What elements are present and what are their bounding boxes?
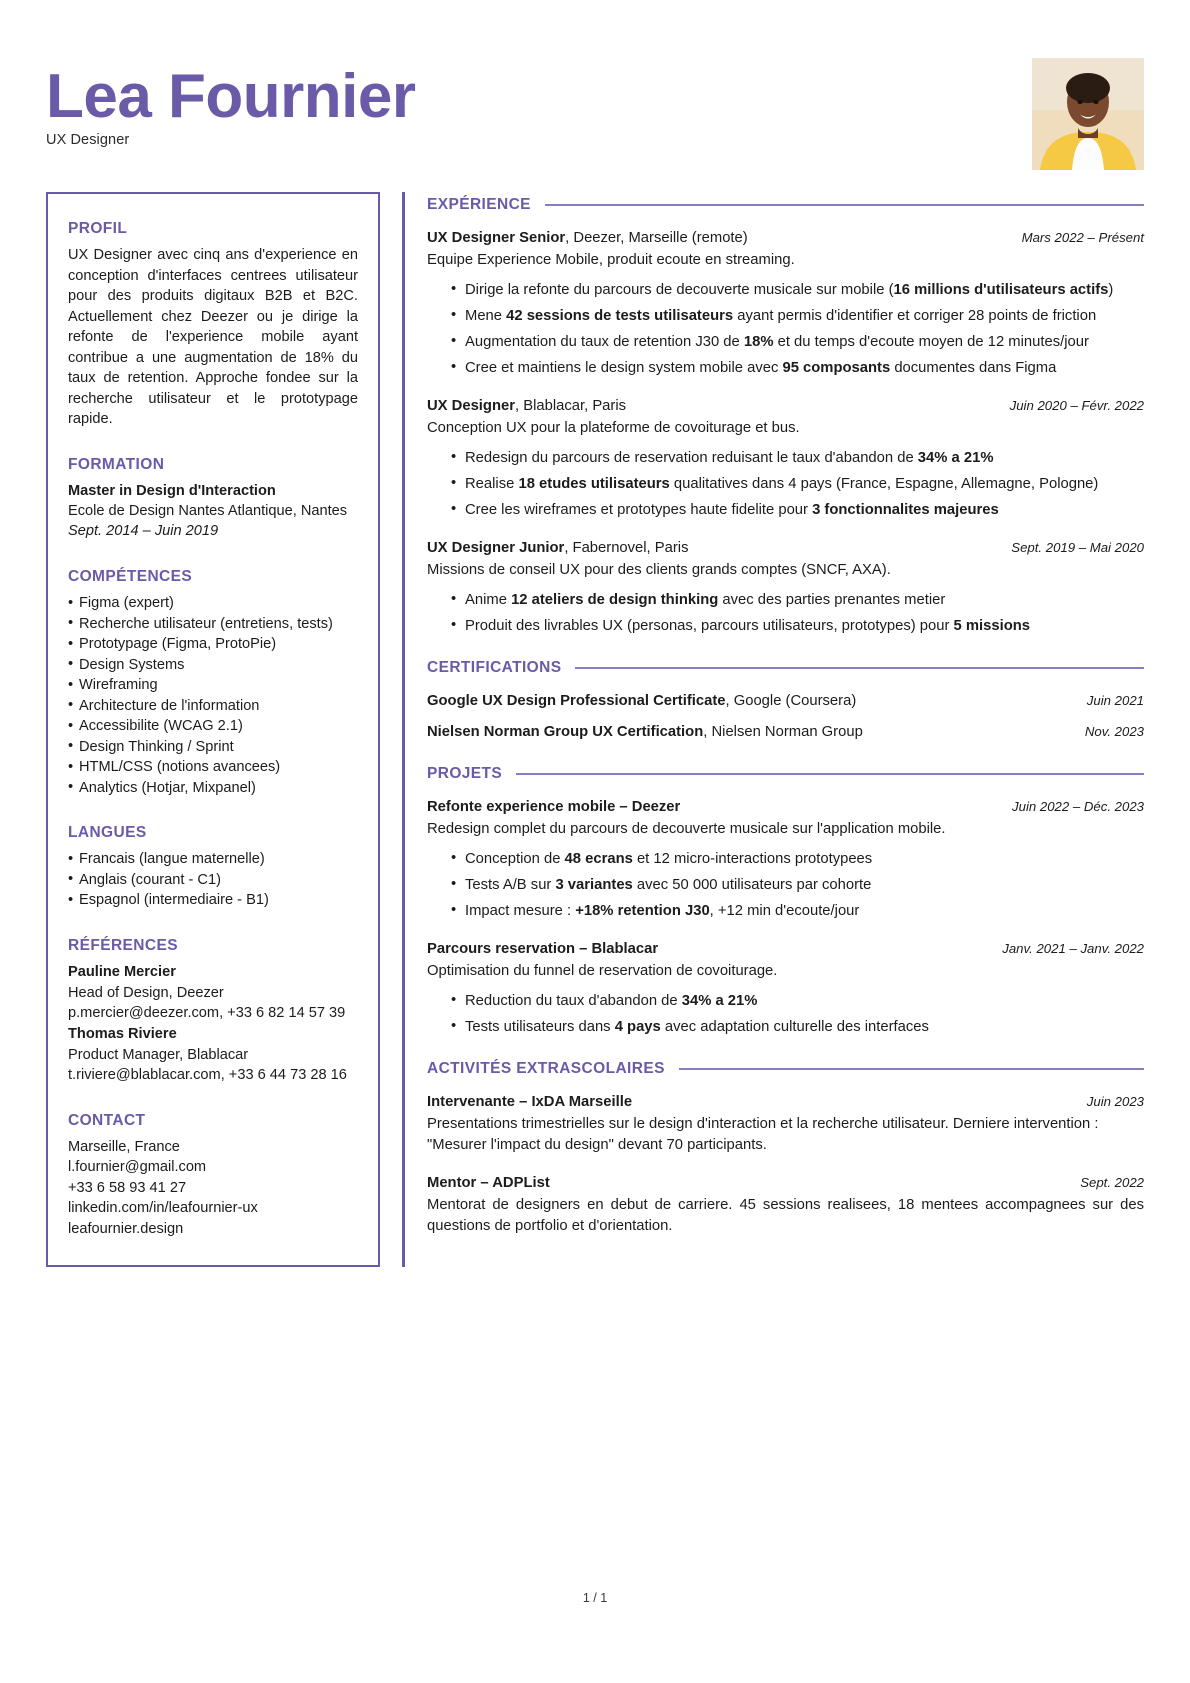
entry-subtitle: Redesign complet du parcours de decouverte musicale sur l'application mobile. bbox=[427, 821, 946, 837]
sidebar-heading-references: RÉFÉRENCES bbox=[68, 936, 178, 954]
contact-email[interactable]: l.fournier@gmail.com bbox=[68, 1159, 207, 1175]
entry-bullets bbox=[427, 990, 1144, 1038]
section-activites bbox=[427, 1060, 1144, 1237]
bullet-pre: Cree les wireframes et prototypes haute fidelite pour bbox=[465, 502, 813, 518]
list-item: • Recherche utilisateur (entretiens, tests) bbox=[68, 614, 358, 635]
list-item: • Francais (langue maternelle) bbox=[68, 849, 358, 870]
list-item: • Prototypage (Figma, ProtoPie) bbox=[68, 634, 358, 655]
entry-bullets bbox=[427, 279, 1144, 379]
section-title: ACTIVITÉS EXTRASCOLAIRES bbox=[427, 1060, 665, 1077]
entry-header bbox=[427, 228, 1144, 249]
resume-body bbox=[46, 192, 1144, 1267]
list-item: • Analytics (Hotjar, Mixpanel) bbox=[68, 778, 358, 799]
languages-list bbox=[68, 849, 358, 911]
section-header-activites bbox=[427, 1060, 1144, 1078]
bullet-pre: Dirige la refonte du parcours de decouverte musicale sur mobile ( bbox=[465, 282, 894, 298]
entry-date: Juin 2022 – Déc. 2023 bbox=[1012, 799, 1144, 814]
profil-text: UX Designer avec cinq ans d'experience en conception d'interfaces centrees utilisateur pour des produits digitaux B2B et B2C. Actuellement chez Deezer ou je dirige la refonte de l'experience mobile ayant contribue a une augmentation de 18% du taux de retention. Approche fondee sur la recherche utilisateur et le prototypage rapide. bbox=[68, 247, 358, 427]
experience-entry bbox=[427, 228, 1144, 379]
entry-bullets bbox=[427, 589, 1144, 637]
portrait-photo-icon bbox=[1032, 58, 1144, 170]
contact-phone: +33 6 58 93 41 27 bbox=[68, 1179, 187, 1196]
bullet-highlight: 18 etudes utilisateurs bbox=[518, 476, 670, 492]
bullet-highlight: 34% a 21% bbox=[681, 993, 758, 1009]
sidebar-section-competences bbox=[68, 568, 358, 798]
page-indicator: 1 / 1 bbox=[582, 1591, 608, 1605]
sidebar-heading-competences: COMPÉTENCES bbox=[68, 568, 193, 585]
section-experience bbox=[427, 196, 1144, 637]
bullet-post: ayant permis d'identifier et corriger 28 points de friction bbox=[733, 308, 1097, 324]
bullet-highlight: 12 ateliers de design thinking bbox=[511, 592, 719, 608]
list-item: • Accessibilite (WCAG 2.1) bbox=[68, 716, 358, 737]
entry-subtitle: Optimisation du funnel de reservation de covoiturage. bbox=[427, 963, 778, 979]
entry-role: UX Designer Senior bbox=[427, 230, 566, 246]
list-item: • Anglais (courant - C1) bbox=[68, 870, 358, 891]
section-title: EXPÉRIENCE bbox=[427, 196, 531, 213]
entry-date: Sept. 2019 – Mai 2020 bbox=[1011, 540, 1144, 555]
entry-title bbox=[427, 1092, 632, 1113]
bullet-post: avec adaptation culturelle des interfaces bbox=[660, 1019, 929, 1035]
contact-website[interactable]: leafournier.design bbox=[68, 1220, 184, 1237]
certification-row bbox=[427, 691, 1144, 712]
project-entry bbox=[427, 797, 1144, 922]
sidebar-heading-formation: FORMATION bbox=[68, 455, 165, 473]
bullet-highlight: 3 fonctionnalites majeures bbox=[812, 502, 999, 518]
entry-header bbox=[427, 797, 1144, 818]
entry-date: Mars 2022 – Présent bbox=[1021, 230, 1144, 245]
sidebar-heading-langues: LANGUES bbox=[68, 824, 147, 841]
bullet-pre: Tests A/B sur bbox=[465, 877, 556, 893]
main-content bbox=[402, 192, 1144, 1267]
section-header-projets bbox=[427, 765, 1144, 783]
list-item: • Design Thinking / Sprint bbox=[68, 737, 358, 758]
contact-location: Marseille, France bbox=[68, 1138, 180, 1155]
bullet-pre: Impact mesure : bbox=[465, 903, 576, 919]
bullet-post: , +12 min d'ecoute/jour bbox=[709, 903, 860, 919]
entry-title bbox=[427, 1173, 550, 1194]
page-title: Lea Fournier bbox=[46, 62, 416, 131]
bullet-highlight: 34% a 21% bbox=[917, 450, 994, 466]
entry-title bbox=[427, 396, 626, 417]
reference-name: Pauline Mercier bbox=[68, 963, 176, 980]
bullet-highlight: 3 variantes bbox=[555, 877, 633, 893]
section-header-experience bbox=[427, 196, 1144, 214]
bullet-pre: Realise bbox=[465, 476, 519, 492]
bullet-highlight: 5 missions bbox=[953, 618, 1031, 634]
skills-list bbox=[68, 593, 358, 798]
sidebar-section-langues bbox=[68, 824, 358, 911]
entry-bullets bbox=[427, 447, 1144, 521]
entry-company: , Deezer, Marseille (remote) bbox=[565, 230, 748, 246]
bullet-post: et 12 micro-interactions prototypees bbox=[632, 851, 873, 867]
certification-name: Google UX Design Professional Certificate bbox=[427, 693, 726, 709]
education-date: Sept. 2014 – Juin 2019 bbox=[68, 523, 219, 539]
project-name: Parcours reservation – Blablacar bbox=[427, 941, 659, 957]
bullet-highlight: 95 composants bbox=[782, 360, 891, 376]
entry-title bbox=[427, 538, 689, 559]
list-item bbox=[451, 305, 1144, 327]
section-title: PROJETS bbox=[427, 765, 503, 782]
bullet-post: et du temps d'ecoute moyen de 12 minutes/jour bbox=[773, 334, 1089, 350]
bullet-highlight: 48 ecrans bbox=[564, 851, 633, 867]
section-header-certifications bbox=[427, 659, 1144, 677]
sidebar-section-contact bbox=[68, 1112, 358, 1240]
list-item bbox=[451, 900, 1144, 922]
entry-date: Juin 2020 – Févr. 2022 bbox=[1009, 398, 1144, 413]
list-item: • Design Systems bbox=[68, 655, 358, 676]
experience-entry bbox=[427, 538, 1144, 637]
bullet-pre: Tests utilisateurs dans bbox=[465, 1019, 615, 1035]
sidebar-section-profil bbox=[68, 220, 358, 430]
bullet-highlight: 4 pays bbox=[614, 1019, 661, 1035]
list-item bbox=[451, 279, 1144, 301]
list-item bbox=[451, 331, 1144, 353]
sidebar-heading-contact: CONTACT bbox=[68, 1111, 146, 1129]
bullet-post: qualitatives dans 4 pays (France, Espagne, Allemagne, Pologne) bbox=[669, 476, 1099, 492]
entry-header bbox=[427, 1092, 1144, 1113]
sidebar bbox=[46, 192, 380, 1267]
entry-title bbox=[427, 228, 748, 249]
section-title: CERTIFICATIONS bbox=[427, 659, 562, 676]
certification-name: Nielsen Norman Group UX Certification bbox=[427, 724, 704, 740]
list-item: • HTML/CSS (notions avancees) bbox=[68, 757, 358, 778]
sidebar-section-formation bbox=[68, 456, 358, 543]
project-name: Refonte experience mobile – Deezer bbox=[427, 799, 681, 815]
reference-contact: t.riviere@blablacar.com, +33 6 44 73 28 16 bbox=[68, 1067, 347, 1083]
education-school: Ecole de Design Nantes Atlantique, Nantes bbox=[68, 502, 348, 519]
section-projets bbox=[427, 765, 1144, 1038]
section-divider bbox=[545, 204, 1144, 206]
activity-entry bbox=[427, 1092, 1144, 1156]
experience-entry bbox=[427, 396, 1144, 521]
project-entry bbox=[427, 939, 1144, 1038]
activity-name: Intervenante – IxDA Marseille bbox=[427, 1094, 633, 1110]
bullet-pre: Reduction du taux d'abandon de bbox=[465, 993, 682, 1009]
entry-subtitle: Presentations trimestrielles sur le design d'interaction et la recherche utilisateur. Derniere intervention : "Mesurer l'impact du design" devant 70 participants. bbox=[427, 1116, 1099, 1153]
list-item bbox=[451, 499, 1144, 521]
entry-header bbox=[427, 939, 1144, 960]
list-item bbox=[451, 1016, 1144, 1038]
job-title: UX Designer bbox=[46, 132, 130, 148]
certification-issuer: , Google (Coursera) bbox=[725, 693, 857, 709]
list-item: • Figma (expert) bbox=[68, 593, 358, 614]
section-certifications bbox=[427, 659, 1144, 743]
bullet-pre: Augmentation du taux de retention J30 de bbox=[465, 334, 744, 350]
sidebar-section-references bbox=[68, 937, 358, 1086]
sidebar-heading-profil: PROFIL bbox=[68, 220, 128, 237]
bullet-pre: Redesign du parcours de reservation reduisant le taux d'abandon de bbox=[465, 450, 918, 466]
section-divider bbox=[575, 667, 1144, 669]
reference-item bbox=[68, 962, 358, 1024]
entry-company: , Blablacar, Paris bbox=[515, 398, 627, 414]
entry-role: UX Designer Junior bbox=[427, 540, 565, 556]
list-item: • Espagnol (intermediaire - B1) bbox=[68, 890, 358, 911]
entry-date: Juin 2023 bbox=[1086, 1094, 1144, 1109]
bullet-pre: Cree et maintiens le design system mobile avec bbox=[465, 360, 783, 376]
entry-company: , Fabernovel, Paris bbox=[564, 540, 689, 556]
contact-linkedin[interactable]: linkedin.com/in/leafournier-ux bbox=[68, 1200, 258, 1216]
entry-subtitle: Mentorat de designers en debut de carriere. 45 sessions realisees, 18 mentees accompagnees sur des questions de portfolio et d'orientation. bbox=[427, 1197, 1144, 1234]
certification-row bbox=[427, 722, 1144, 743]
entry-subtitle: Conception UX pour la plateforme de covoiturage et bus. bbox=[427, 420, 800, 436]
bullet-highlight: 18% bbox=[743, 334, 774, 350]
certification-text bbox=[427, 691, 856, 712]
activity-name: Mentor – ADPList bbox=[427, 1175, 550, 1191]
list-item bbox=[451, 357, 1144, 379]
section-divider bbox=[516, 773, 1144, 775]
bullet-highlight: 16 millions d'utilisateurs actifs bbox=[893, 282, 1109, 298]
entry-header bbox=[427, 1173, 1144, 1194]
bullet-post: avec 50 000 utilisateurs par cohorte bbox=[632, 877, 872, 893]
avatar bbox=[1032, 58, 1144, 170]
reference-item bbox=[68, 1024, 358, 1086]
reference-contact: p.mercier@deezer.com, +33 6 82 14 57 39 bbox=[68, 1005, 346, 1021]
reference-role: Product Manager, Blablacar bbox=[68, 1046, 249, 1063]
section-divider bbox=[679, 1068, 1144, 1070]
header-identity bbox=[46, 48, 416, 148]
entry-date: Sept. 2022 bbox=[1080, 1175, 1144, 1190]
list-item bbox=[451, 447, 1144, 469]
activity-entry bbox=[427, 1173, 1144, 1237]
list-item bbox=[451, 990, 1144, 1012]
bullet-pre: Anime bbox=[465, 592, 512, 608]
list-item: • Architecture de l'information bbox=[68, 696, 358, 717]
list-item bbox=[451, 874, 1144, 896]
list-item: • Wireframing bbox=[68, 675, 358, 696]
certification-date: Nov. 2023 bbox=[1084, 724, 1144, 739]
reference-role: Head of Design, Deezer bbox=[68, 984, 224, 1001]
bullet-post: avec des parties prenantes metier bbox=[718, 592, 946, 608]
page-footer bbox=[0, 1591, 1190, 1605]
entry-bullets bbox=[427, 848, 1144, 922]
entry-role: UX Designer bbox=[427, 398, 515, 414]
entry-subtitle: Missions de conseil UX pour des clients grands comptes (SNCF, AXA). bbox=[427, 562, 891, 578]
entry-date: Janv. 2021 – Janv. 2022 bbox=[1002, 941, 1144, 956]
bullet-highlight: 42 sessions de tests utilisateurs bbox=[506, 308, 734, 324]
entry-subtitle: Equipe Experience Mobile, produit ecoute en streaming. bbox=[427, 252, 795, 268]
list-item bbox=[451, 848, 1144, 870]
bullet-highlight: +18% retention J30 bbox=[575, 903, 710, 919]
certification-issuer: , Nielsen Norman Group bbox=[703, 724, 863, 740]
entry-header bbox=[427, 396, 1144, 417]
certification-date: Juin 2021 bbox=[1086, 693, 1144, 708]
certification-text bbox=[427, 722, 863, 743]
education-degree: Master in Design d'Interaction bbox=[68, 482, 276, 499]
reference-name: Thomas Riviere bbox=[68, 1025, 177, 1042]
entry-title bbox=[427, 797, 680, 818]
bullet-post: ) bbox=[1108, 282, 1114, 298]
bullet-pre: Conception de bbox=[465, 851, 565, 867]
bullet-pre: Mene bbox=[465, 308, 507, 324]
entry-title bbox=[427, 939, 658, 960]
bullet-post: documentes dans Figma bbox=[890, 360, 1057, 376]
entry-header bbox=[427, 538, 1144, 559]
list-item bbox=[451, 589, 1144, 611]
list-item bbox=[451, 615, 1144, 637]
list-item bbox=[451, 473, 1144, 495]
resume-header bbox=[46, 48, 1144, 170]
bullet-pre: Produit des livrables UX (personas, parcours utilisateurs, prototypes) pour bbox=[465, 618, 954, 634]
